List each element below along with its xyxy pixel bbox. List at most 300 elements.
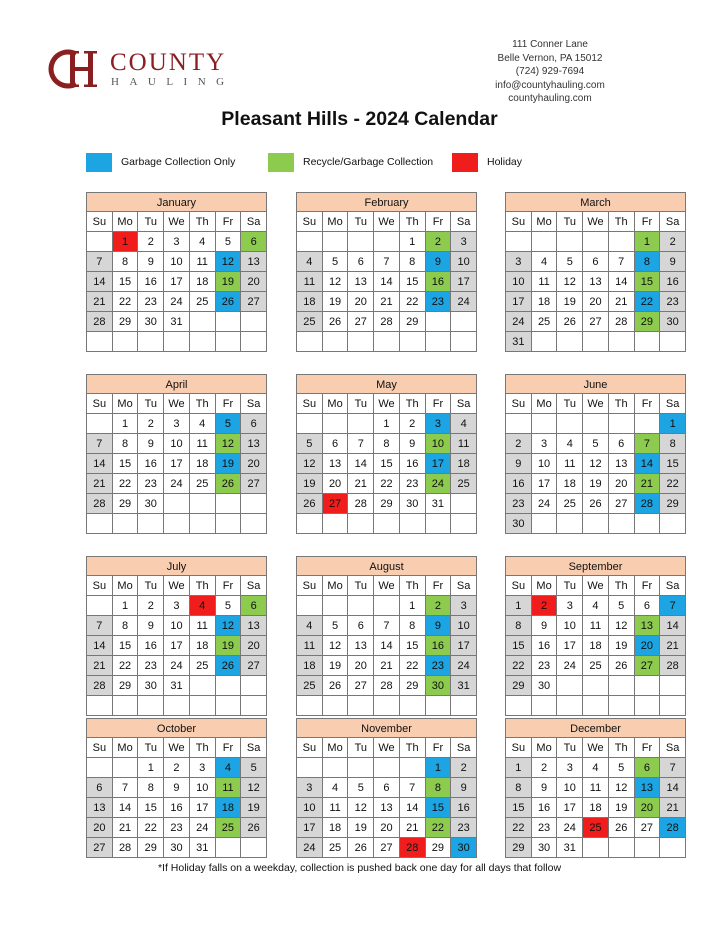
day-cell: 31 [426, 494, 452, 514]
day-cell: 15 [635, 272, 661, 292]
address-line: Belle Vernon, PA 15012 [497, 52, 603, 64]
weekday-header: Mo [113, 212, 139, 232]
day-cell: 29 [635, 312, 661, 332]
day-cell: 5 [583, 434, 609, 454]
day-cell: 27 [241, 474, 267, 494]
weekday-header: Fr [426, 394, 452, 414]
empty-day-cell [87, 596, 113, 616]
empty-day-cell [609, 332, 635, 352]
day-cell: 21 [400, 818, 426, 838]
weekday-header: Su [87, 576, 113, 596]
day-cell: 2 [426, 232, 452, 252]
weekday-header: Th [609, 394, 635, 414]
day-cell: 2 [532, 596, 558, 616]
day-cell: 18 [557, 474, 583, 494]
weekday-header: Mo [532, 576, 558, 596]
month-title: May [296, 374, 477, 394]
weekday-header: Su [297, 738, 323, 758]
day-cell: 19 [557, 292, 583, 312]
day-cell: 28 [87, 494, 113, 514]
weekday-header: Th [609, 738, 635, 758]
empty-day-cell [87, 696, 113, 716]
logo-word-hauling: HAULING [111, 76, 235, 88]
logo-word-county: COUNTY [110, 49, 227, 76]
day-cell: 26 [241, 818, 267, 838]
day-cell: 17 [557, 636, 583, 656]
day-cell: 7 [660, 596, 686, 616]
day-cell: 13 [635, 778, 661, 798]
day-cell: 8 [113, 616, 139, 636]
weekday-header: Mo [532, 738, 558, 758]
day-cell: 2 [164, 758, 190, 778]
day-cell: 7 [660, 758, 686, 778]
day-cell: 1 [506, 596, 532, 616]
empty-day-cell [113, 696, 139, 716]
day-cell: 6 [635, 758, 661, 778]
day-cell: 4 [297, 252, 323, 272]
day-cell: 11 [297, 272, 323, 292]
weekday-header: Tu [348, 394, 374, 414]
day-cell: 12 [557, 272, 583, 292]
day-cell: 3 [506, 252, 532, 272]
day-cell: 3 [164, 414, 190, 434]
day-cell: 21 [660, 798, 686, 818]
day-cell: 25 [323, 838, 349, 858]
empty-day-cell [374, 332, 400, 352]
day-cell: 1 [400, 596, 426, 616]
day-cell: 26 [216, 292, 242, 312]
day-cell: 26 [323, 312, 349, 332]
empty-day-cell [241, 838, 267, 858]
day-cell: 22 [400, 656, 426, 676]
day-cell: 12 [583, 454, 609, 474]
day-cell: 9 [532, 616, 558, 636]
day-cell: 23 [506, 494, 532, 514]
day-cell: 20 [87, 818, 113, 838]
day-cell: 5 [609, 596, 635, 616]
day-cell: 18 [323, 818, 349, 838]
day-cell: 4 [532, 252, 558, 272]
day-cell: 27 [635, 818, 661, 838]
day-cell: 23 [138, 656, 164, 676]
month-days-grid [86, 394, 267, 534]
weekday-header: Sa [660, 394, 686, 414]
day-cell: 23 [451, 818, 477, 838]
day-cell: 8 [506, 778, 532, 798]
empty-day-cell [426, 696, 452, 716]
day-cell: 20 [241, 454, 267, 474]
day-cell: 14 [113, 798, 139, 818]
empty-day-cell [348, 696, 374, 716]
month-june [505, 374, 686, 534]
weekday-header: Th [190, 738, 216, 758]
day-cell: 17 [506, 292, 532, 312]
day-cell: 12 [297, 454, 323, 474]
day-cell: 14 [87, 454, 113, 474]
company-logo [48, 48, 238, 92]
day-cell: 26 [297, 494, 323, 514]
day-cell: 16 [400, 454, 426, 474]
empty-day-cell [297, 332, 323, 352]
weekday-header: Fr [216, 212, 242, 232]
day-cell: 30 [138, 312, 164, 332]
day-cell: 10 [532, 454, 558, 474]
day-cell: 21 [87, 292, 113, 312]
day-cell: 4 [297, 616, 323, 636]
day-cell: 11 [190, 616, 216, 636]
empty-day-cell [609, 696, 635, 716]
empty-day-cell [635, 696, 661, 716]
empty-day-cell [297, 596, 323, 616]
day-cell: 18 [190, 636, 216, 656]
day-cell: 5 [216, 232, 242, 252]
weekday-header: Sa [241, 738, 267, 758]
empty-day-cell [348, 414, 374, 434]
day-cell: 13 [241, 252, 267, 272]
weekday-header: Th [400, 394, 426, 414]
day-cell: 14 [87, 636, 113, 656]
day-cell: 8 [506, 616, 532, 636]
day-cell: 20 [374, 818, 400, 838]
weekday-header: Sa [451, 738, 477, 758]
month-february [296, 192, 477, 352]
weekday-header: Tu [557, 212, 583, 232]
day-cell: 19 [323, 656, 349, 676]
empty-day-cell [557, 696, 583, 716]
day-cell: 9 [164, 778, 190, 798]
legend-label-recycle: Recycle/Garbage Collection [303, 156, 434, 168]
empty-day-cell [583, 414, 609, 434]
weekday-header: Sa [241, 212, 267, 232]
empty-day-cell [216, 676, 242, 696]
day-cell: 12 [216, 252, 242, 272]
weekday-header: Mo [532, 212, 558, 232]
empty-day-cell [660, 332, 686, 352]
day-cell: 6 [241, 596, 267, 616]
empty-day-cell [164, 514, 190, 534]
day-cell: 27 [348, 676, 374, 696]
day-cell: 23 [138, 292, 164, 312]
day-cell: 7 [87, 616, 113, 636]
empty-day-cell [451, 696, 477, 716]
weekday-header: We [374, 394, 400, 414]
day-cell: 5 [241, 758, 267, 778]
empty-day-cell [216, 312, 242, 332]
day-cell: 28 [87, 676, 113, 696]
empty-day-cell [87, 514, 113, 534]
weekday-header: Mo [323, 394, 349, 414]
day-cell: 13 [323, 454, 349, 474]
day-cell: 23 [532, 818, 558, 838]
day-cell: 26 [216, 656, 242, 676]
day-cell: 1 [635, 232, 661, 252]
day-cell: 31 [557, 838, 583, 858]
day-cell: 22 [113, 292, 139, 312]
day-cell: 14 [87, 272, 113, 292]
day-cell: 17 [426, 454, 452, 474]
weekday-header: Su [297, 212, 323, 232]
day-cell: 1 [660, 414, 686, 434]
day-cell: 15 [426, 798, 452, 818]
day-cell: 19 [348, 818, 374, 838]
day-cell: 10 [164, 616, 190, 636]
empty-day-cell [164, 332, 190, 352]
empty-day-cell [216, 696, 242, 716]
empty-day-cell [635, 414, 661, 434]
month-july [86, 556, 267, 716]
day-cell: 20 [635, 636, 661, 656]
day-cell: 17 [557, 798, 583, 818]
weekday-header: Su [87, 394, 113, 414]
day-cell: 28 [374, 312, 400, 332]
day-cell: 21 [660, 636, 686, 656]
day-cell: 13 [87, 798, 113, 818]
empty-day-cell [241, 312, 267, 332]
weekday-header: Fr [216, 576, 242, 596]
day-cell: 16 [451, 798, 477, 818]
empty-day-cell [348, 596, 374, 616]
empty-day-cell [557, 514, 583, 534]
day-cell: 7 [113, 778, 139, 798]
empty-day-cell [297, 696, 323, 716]
empty-day-cell [374, 232, 400, 252]
empty-day-cell [532, 696, 558, 716]
day-cell: 3 [451, 232, 477, 252]
day-cell: 25 [216, 818, 242, 838]
empty-day-cell [557, 676, 583, 696]
month-title: January [86, 192, 267, 212]
day-cell: 26 [348, 838, 374, 858]
day-cell: 9 [400, 434, 426, 454]
day-cell: 1 [113, 414, 139, 434]
day-cell: 17 [451, 272, 477, 292]
day-cell: 2 [426, 596, 452, 616]
weekday-header: Mo [113, 576, 139, 596]
day-cell: 23 [426, 656, 452, 676]
day-cell: 12 [609, 616, 635, 636]
day-cell: 14 [635, 454, 661, 474]
day-cell: 4 [583, 596, 609, 616]
empty-day-cell [532, 332, 558, 352]
weekday-header: Fr [426, 738, 452, 758]
empty-day-cell [426, 332, 452, 352]
weekday-header: Tu [348, 212, 374, 232]
empty-day-cell [583, 232, 609, 252]
day-cell: 11 [190, 434, 216, 454]
day-cell: 23 [400, 474, 426, 494]
day-cell: 3 [190, 758, 216, 778]
day-cell: 23 [164, 818, 190, 838]
empty-day-cell [348, 332, 374, 352]
day-cell: 2 [660, 232, 686, 252]
empty-day-cell [557, 232, 583, 252]
day-cell: 7 [635, 434, 661, 454]
day-cell: 9 [506, 454, 532, 474]
weekday-header: Th [190, 576, 216, 596]
day-cell: 12 [216, 616, 242, 636]
day-cell: 12 [241, 778, 267, 798]
day-cell: 14 [348, 454, 374, 474]
weekday-header: Su [506, 212, 532, 232]
day-cell: 16 [426, 636, 452, 656]
empty-day-cell [323, 414, 349, 434]
day-cell: 29 [113, 676, 139, 696]
month-december [505, 718, 686, 858]
day-cell: 22 [374, 474, 400, 494]
day-cell: 10 [164, 434, 190, 454]
empty-day-cell [164, 494, 190, 514]
month-days-grid [505, 212, 686, 352]
empty-day-cell [609, 414, 635, 434]
empty-day-cell [323, 514, 349, 534]
day-cell: 15 [138, 798, 164, 818]
day-cell: 20 [323, 474, 349, 494]
month-march [505, 192, 686, 352]
day-cell: 9 [138, 616, 164, 636]
day-cell: 27 [635, 656, 661, 676]
day-cell: 8 [635, 252, 661, 272]
empty-day-cell [557, 414, 583, 434]
empty-day-cell [216, 494, 242, 514]
day-cell: 14 [609, 272, 635, 292]
day-cell: 5 [323, 252, 349, 272]
weekday-header: Sa [660, 212, 686, 232]
day-cell: 6 [323, 434, 349, 454]
day-cell: 26 [557, 312, 583, 332]
day-cell: 12 [348, 798, 374, 818]
day-cell: 11 [451, 434, 477, 454]
day-cell: 24 [557, 656, 583, 676]
empty-day-cell [609, 514, 635, 534]
day-cell: 3 [297, 778, 323, 798]
month-days-grid [505, 576, 686, 716]
day-cell: 5 [609, 758, 635, 778]
day-cell: 24 [451, 292, 477, 312]
day-cell: 26 [609, 818, 635, 838]
month-days-grid [296, 394, 477, 534]
weekday-header: We [164, 212, 190, 232]
weekday-header: Fr [635, 394, 661, 414]
day-cell: 4 [583, 758, 609, 778]
day-cell: 18 [190, 272, 216, 292]
day-cell: 18 [297, 292, 323, 312]
day-cell: 22 [400, 292, 426, 312]
day-cell: 30 [506, 514, 532, 534]
day-cell: 27 [87, 838, 113, 858]
month-title: March [505, 192, 686, 212]
day-cell: 10 [426, 434, 452, 454]
day-cell: 3 [164, 596, 190, 616]
day-cell: 2 [138, 232, 164, 252]
month-title: October [86, 718, 267, 738]
day-cell: 28 [113, 838, 139, 858]
day-cell: 17 [532, 474, 558, 494]
day-cell: 21 [87, 656, 113, 676]
day-cell: 16 [660, 272, 686, 292]
day-cell: 9 [532, 778, 558, 798]
day-cell: 26 [216, 474, 242, 494]
weekday-header: Su [506, 738, 532, 758]
day-cell: 30 [400, 494, 426, 514]
month-august [296, 556, 477, 716]
day-cell: 12 [323, 636, 349, 656]
day-cell: 7 [348, 434, 374, 454]
day-cell: 4 [216, 758, 242, 778]
day-cell: 6 [609, 434, 635, 454]
day-cell: 20 [583, 292, 609, 312]
day-cell: 2 [451, 758, 477, 778]
email: info@countyhauling.com [495, 79, 605, 91]
day-cell: 19 [216, 454, 242, 474]
weekday-header: We [164, 738, 190, 758]
day-cell: 18 [216, 798, 242, 818]
address-line: 111 Conner Lane [512, 39, 588, 50]
day-cell: 19 [323, 292, 349, 312]
day-cell: 6 [87, 778, 113, 798]
day-cell: 5 [323, 616, 349, 636]
empty-day-cell [583, 676, 609, 696]
day-cell: 23 [660, 292, 686, 312]
day-cell: 16 [138, 454, 164, 474]
day-cell: 15 [400, 636, 426, 656]
legend-swatch-recycle [268, 153, 294, 172]
day-cell: 26 [323, 676, 349, 696]
day-cell: 22 [138, 818, 164, 838]
day-cell: 2 [138, 596, 164, 616]
day-cell: 10 [557, 778, 583, 798]
empty-day-cell [451, 312, 477, 332]
day-cell: 7 [374, 616, 400, 636]
empty-day-cell [138, 332, 164, 352]
empty-day-cell [323, 696, 349, 716]
legend-label-holiday: Holiday [487, 156, 523, 168]
day-cell: 28 [87, 312, 113, 332]
day-cell: 3 [532, 434, 558, 454]
weekday-header: Sa [241, 576, 267, 596]
weekday-header: Fr [216, 394, 242, 414]
empty-day-cell [297, 758, 323, 778]
day-cell: 29 [374, 494, 400, 514]
day-cell: 7 [87, 252, 113, 272]
day-cell: 14 [400, 798, 426, 818]
empty-day-cell [113, 332, 139, 352]
empty-day-cell [216, 332, 242, 352]
weekday-header: Fr [635, 576, 661, 596]
day-cell: 13 [609, 454, 635, 474]
day-cell: 6 [583, 252, 609, 272]
empty-day-cell [374, 696, 400, 716]
day-cell: 21 [113, 818, 139, 838]
empty-day-cell [451, 494, 477, 514]
weekday-header: Th [190, 394, 216, 414]
day-cell: 22 [113, 656, 139, 676]
legend [0, 153, 719, 173]
day-cell: 4 [190, 414, 216, 434]
day-cell: 10 [557, 616, 583, 636]
day-cell: 5 [216, 414, 242, 434]
day-cell: 19 [609, 798, 635, 818]
empty-day-cell [583, 696, 609, 716]
day-cell: 27 [583, 312, 609, 332]
empty-day-cell [583, 514, 609, 534]
empty-day-cell [348, 514, 374, 534]
empty-day-cell [400, 758, 426, 778]
empty-day-cell [216, 514, 242, 534]
empty-day-cell [87, 232, 113, 252]
weekday-header: Fr [426, 576, 452, 596]
day-cell: 29 [138, 838, 164, 858]
day-cell: 12 [216, 434, 242, 454]
